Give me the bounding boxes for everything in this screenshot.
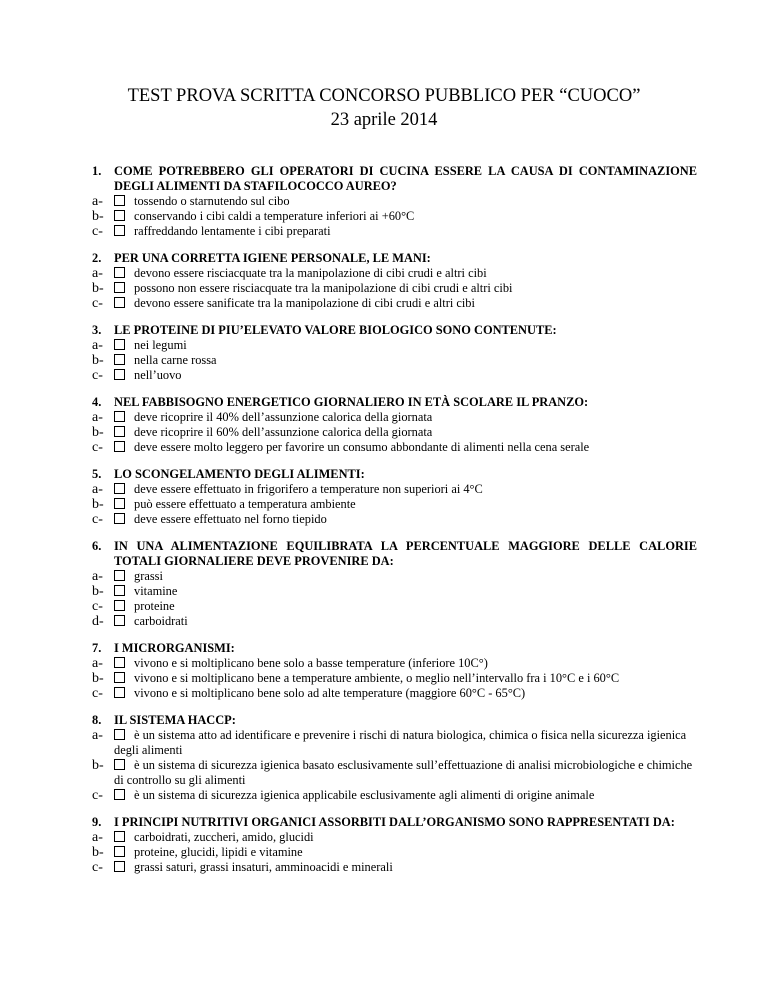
option-letter: a- (92, 338, 103, 353)
question-heading (92, 323, 697, 338)
question-number: 6. (92, 539, 102, 553)
option-letter: c- (92, 512, 103, 527)
answer-option (92, 482, 697, 497)
questions-list (92, 164, 697, 887)
option-letter: a- (92, 656, 103, 671)
title-line-1: TEST PROVA SCRITTA CONCORSO PUBBLICO PER “CUOCO” (127, 86, 641, 106)
checkbox-icon[interactable] (114, 672, 125, 683)
option-letter: c- (92, 788, 103, 803)
option-letter: c- (92, 599, 103, 614)
answer-option (92, 209, 697, 224)
answer-option (92, 656, 697, 671)
option-letter: b- (92, 425, 104, 440)
answer-option (92, 569, 697, 584)
answer-option (92, 614, 697, 629)
option-text: grassi saturi, grassi insaturi, amminoacidi e minerali (134, 860, 393, 874)
answer-option (92, 788, 697, 803)
question-number: 1. (92, 164, 102, 178)
option-text: proteine (134, 599, 175, 613)
option-text: nell’uovo (134, 368, 182, 382)
question-number: 5. (92, 467, 102, 481)
question-text: I MICRORGANISMI: (114, 641, 235, 655)
question-heading (92, 395, 697, 410)
checkbox-icon[interactable] (114, 195, 125, 206)
question-item (92, 251, 697, 311)
answer-option (92, 497, 697, 512)
option-text: deve essere effettuato nel forno tiepido (134, 512, 327, 526)
checkbox-icon[interactable] (114, 225, 125, 236)
option-letter: a- (92, 410, 103, 425)
question-heading (92, 539, 697, 569)
option-letter: c- (92, 686, 103, 701)
answer-option (92, 758, 697, 788)
option-text: carboidrati, zuccheri, amido, glucidi (134, 830, 314, 844)
question-item (92, 641, 697, 701)
title-line-2: 23 aprile 2014 (330, 110, 438, 130)
checkbox-icon[interactable] (114, 831, 125, 842)
answer-option (92, 671, 697, 686)
option-text: devono essere risciacquate tra la manipolazione di cibi crudi e altri cibi (134, 266, 487, 280)
option-letter: a- (92, 728, 103, 743)
answer-option (92, 338, 697, 353)
option-text: nei legumi (134, 338, 187, 352)
option-text: vivono e si moltiplicano bene a temperature ambiente, o meglio nell’intervallo fra i 10°C e i 60°C (134, 671, 620, 685)
option-letter: a- (92, 194, 103, 209)
answer-option (92, 368, 697, 383)
question-number: 3. (92, 323, 102, 337)
checkbox-icon[interactable] (114, 513, 125, 524)
option-text: deve essere effettuato in frigorifero a temperature non superiori ai 4°C (134, 482, 483, 496)
option-text: deve essere molto leggero per favorire un consumo abbondante di alimenti nella cena serale (134, 440, 590, 454)
option-text: conservando i cibi caldi a temperature inferiori ai +60°C (134, 209, 415, 223)
question-heading (92, 164, 697, 194)
answer-option (92, 281, 697, 296)
question-heading (92, 815, 697, 830)
option-text: nella carne rossa (134, 353, 217, 367)
option-letter: b- (92, 671, 104, 686)
option-text: può essere effettuato a temperatura ambiente (134, 497, 356, 511)
question-text: COME POTREBBERO GLI OPERATORI DI CUCINA ESSERE LA CAUSA DI CONTAMINAZIONE DEGLI ALIMENTI DA STAFILOCOCCO AUREO? (114, 164, 697, 193)
checkbox-icon[interactable] (114, 861, 125, 872)
answer-option (92, 224, 697, 239)
question-text: IL SISTEMA HACCP: (114, 713, 236, 727)
checkbox-icon[interactable] (114, 789, 125, 800)
question-text: PER UNA CORRETTA IGIENE PERSONALE, LE MANI: (114, 251, 431, 265)
option-text: deve ricoprire il 60% dell’assunzione calorica della giornata (134, 425, 433, 439)
option-letter: b- (92, 209, 104, 224)
checkbox-icon[interactable] (114, 441, 125, 452)
option-letter: b- (92, 584, 104, 599)
question-item (92, 164, 697, 239)
checkbox-icon[interactable] (114, 585, 125, 596)
option-text: proteine, glucidi, lipidi e vitamine (134, 845, 303, 859)
option-letter: b- (92, 353, 104, 368)
checkbox-icon[interactable] (114, 297, 125, 308)
option-letter: b- (92, 281, 104, 296)
option-text: vivono e si moltiplicano bene solo a basse temperature (inferiore 10C°) (134, 656, 488, 670)
answer-option (92, 686, 697, 701)
answer-option (92, 425, 697, 440)
question-number: 7. (92, 641, 102, 655)
option-text: raffreddando lentamente i cibi preparati (134, 224, 331, 238)
option-letter: c- (92, 224, 103, 239)
option-text: è un sistema di sicurezza igienica basato esclusivamente sull’effettuazione di analisi microbiologiche e chimiche di controllo su gli alimenti (114, 758, 693, 787)
checkbox-icon[interactable] (114, 426, 125, 437)
page-title (0, 84, 768, 132)
answer-option (92, 728, 697, 758)
option-letter: a- (92, 830, 103, 845)
question-item (92, 323, 697, 383)
question-number: 9. (92, 815, 102, 829)
checkbox-icon[interactable] (114, 600, 125, 611)
option-letter: b- (92, 845, 104, 860)
question-text: IN UNA ALIMENTAZIONE EQUILIBRATA LA PERCENTUALE MAGGIORE DELLE CALORIE TOTALI GIORNALIERE DEVE PROVENIRE DA: (114, 539, 697, 568)
checkbox-icon[interactable] (114, 369, 125, 380)
checkbox-icon[interactable] (114, 282, 125, 293)
checkbox-icon[interactable] (114, 615, 125, 626)
option-text: devono essere sanificate tra la manipolazione di cibi crudi e altri cibi (134, 296, 475, 310)
option-text: grassi (134, 569, 163, 583)
question-number: 8. (92, 713, 102, 727)
option-letter: a- (92, 569, 103, 584)
checkbox-icon[interactable] (114, 267, 125, 278)
option-letter: a- (92, 266, 103, 281)
answer-option (92, 266, 697, 281)
checkbox-icon[interactable] (114, 354, 125, 365)
answer-option (92, 353, 697, 368)
option-text: deve ricoprire il 40% dell’assunzione calorica della giornata (134, 410, 433, 424)
checkbox-icon[interactable] (114, 729, 125, 740)
answer-option (92, 512, 697, 527)
question-heading (92, 713, 697, 728)
checkbox-icon[interactable] (114, 570, 125, 581)
option-letter: b- (92, 758, 104, 773)
checkbox-icon[interactable] (114, 483, 125, 494)
question-item (92, 395, 697, 455)
answer-option (92, 860, 697, 875)
question-item (92, 815, 697, 875)
option-letter: c- (92, 296, 103, 311)
option-text: è un sistema di sicurezza igienica applicabile esclusivamente agli alimenti di origine animale (134, 788, 595, 802)
checkbox-icon[interactable] (114, 411, 125, 422)
checkbox-icon[interactable] (114, 210, 125, 221)
answer-option (92, 296, 697, 311)
answer-option (92, 830, 697, 845)
answer-option (92, 599, 697, 614)
option-letter: a- (92, 482, 103, 497)
option-letter: d- (92, 614, 104, 629)
question-number: 2. (92, 251, 102, 265)
question-number: 4. (92, 395, 102, 409)
answer-option (92, 410, 697, 425)
checkbox-icon[interactable] (114, 687, 125, 698)
question-text: LO SCONGELAMENTO DEGLI ALIMENTI: (114, 467, 365, 481)
checkbox-icon[interactable] (114, 657, 125, 668)
option-letter: c- (92, 368, 103, 383)
option-letter: c- (92, 860, 103, 875)
option-text: vitamine (134, 584, 178, 598)
question-heading (92, 641, 697, 656)
question-heading (92, 251, 697, 266)
checkbox-icon[interactable] (114, 339, 125, 350)
option-text: è un sistema atto ad identificare e prevenire i rischi di natura biologica, chimica o fisica nella sicurezza igienica degli alimenti (114, 728, 687, 757)
option-text: possono non essere risciacquate tra la manipolazione di cibi crudi e altri cibi (134, 281, 513, 295)
checkbox-icon[interactable] (114, 846, 125, 857)
option-letter: b- (92, 497, 104, 512)
option-letter: c- (92, 440, 103, 455)
question-text: I PRINCIPI NUTRITIVI ORGANICI ASSORBITI DALL’ORGANISMO SONO RAPPRESENTATI DA: (114, 815, 675, 829)
question-item (92, 467, 697, 527)
checkbox-icon[interactable] (114, 759, 125, 770)
checkbox-icon[interactable] (114, 498, 125, 509)
answer-option (92, 845, 697, 860)
question-text: NEL FABBISOGNO ENERGETICO GIORNALIERO IN ETÀ SCOLARE IL PRANZO: (114, 395, 589, 409)
answer-option (92, 194, 697, 209)
answer-option (92, 584, 697, 599)
option-text: carboidrati (134, 614, 188, 628)
option-text: tossendo o starnutendo sul cibo (134, 194, 290, 208)
question-item (92, 539, 697, 629)
option-text: vivono e si moltiplicano bene solo ad alte temperature (maggiore 60°C - 65°C) (134, 686, 526, 700)
question-text: LE PROTEINE DI PIU’ELEVATO VALORE BIOLOGICO SONO CONTENUTE: (114, 323, 557, 337)
answer-option (92, 440, 697, 455)
question-item (92, 713, 697, 803)
question-heading (92, 467, 697, 482)
